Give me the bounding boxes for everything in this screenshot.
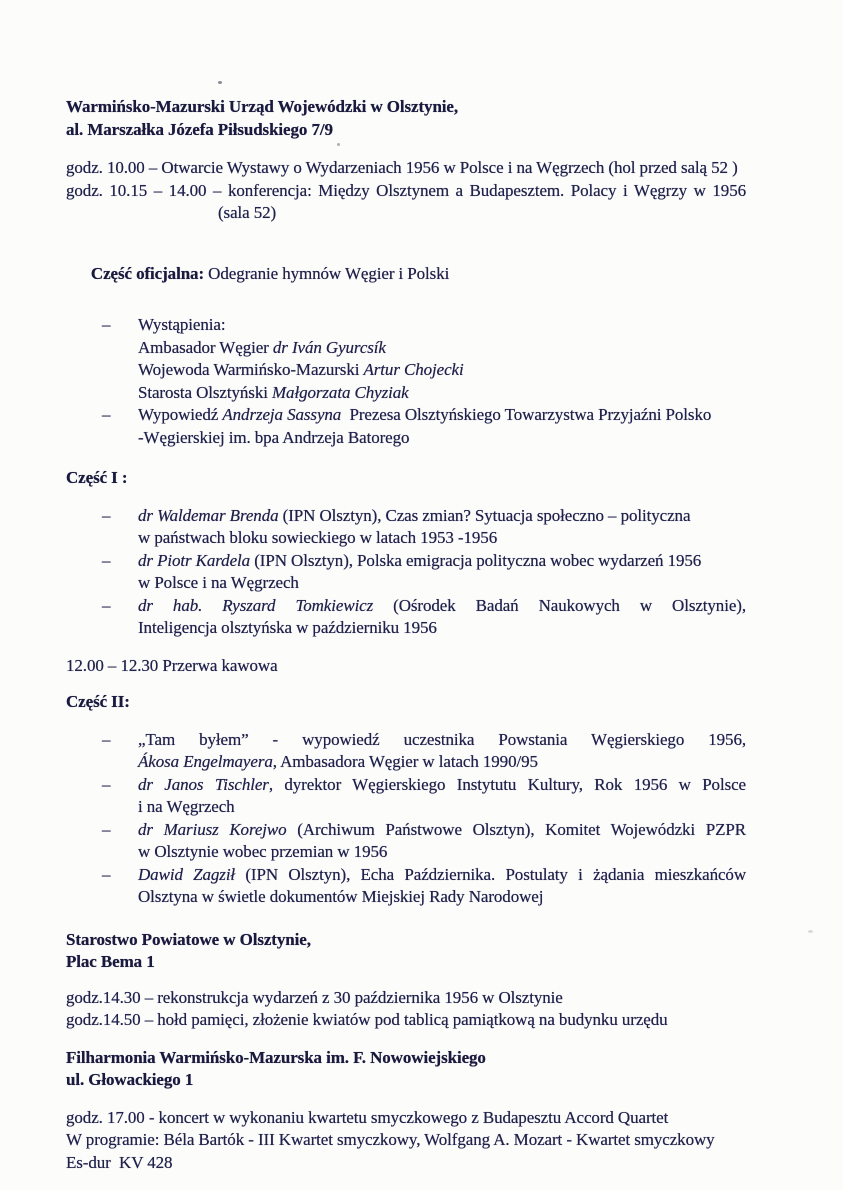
speaker-name: dr Waldemar Brenda — [138, 505, 279, 525]
talk-title: (Ośrodek Badań Naukowych w Olsztynie), — [373, 595, 746, 615]
official-part-line — [66, 241, 746, 309]
statement-pre: Wypowiedź — [138, 405, 223, 424]
bullet-dash: – — [102, 550, 111, 570]
list-item — [66, 864, 746, 909]
talk-line — [138, 774, 746, 797]
statement-line — [138, 404, 746, 427]
talk-title: , Ambasadora Węgier w latach 1990/95 — [272, 752, 538, 771]
venue2-heading — [66, 929, 746, 974]
schedule-line: godz. 10.15 – 14.00 – konferencja: Między Olsztynem a Budapesztem. Polacy i Węgrzy w 1956 — [66, 180, 746, 200]
bullet-dash: – — [102, 774, 111, 794]
talk-continuation: w Olsztynie wobec przemian w 1956 — [138, 842, 388, 861]
speaker-name: Dawid Zagził — [138, 864, 236, 884]
list-item — [66, 550, 746, 595]
venue1-schedule — [66, 157, 746, 225]
speaker-name: dr Iván Gyurcsík — [272, 337, 386, 357]
venue2-schedule — [66, 987, 746, 1032]
talk-continuation: w Polsce i na Węgrzech — [138, 573, 299, 592]
list-item-text — [138, 595, 746, 640]
statement-continuation: -Węgierskiej im. bpa Andrzeja Batorego — [138, 427, 410, 447]
scan-speck — [808, 930, 813, 933]
document-content — [66, 96, 746, 1174]
speaker-name: Andrzeja Sassyna — [222, 405, 342, 424]
speeches-label: Wystąpienia: — [138, 315, 226, 334]
official-part-list — [66, 314, 746, 449]
official-part-label: Część oficjalna: — [90, 264, 205, 283]
schedule-line: godz. 10.00 – Otwarcie Wystawy o Wydarzeniach 1956 w Polsce i na Węgrzech (hol przed salą 52 ) — [66, 158, 738, 177]
venue1-address: al. Marszałka Józefa Piłsudskiego 7/9 — [66, 119, 333, 139]
list-item-text — [138, 505, 746, 550]
list-item-text — [138, 864, 746, 909]
list-item — [66, 404, 746, 449]
venue2-name: Starostwo Powiatowe w Olsztynie, — [66, 929, 311, 949]
venue3-address: ul. Głowackiego 1 — [66, 1070, 194, 1089]
list-item — [66, 729, 746, 774]
venue2-address: Plac Bema 1 — [66, 952, 155, 971]
venue3-name: Filharmonia Warmińsko-Mazurska im. F. Nowowiejskiego — [66, 1047, 486, 1067]
talk-title: , dyrektor Węgierskiego Instytutu Kultury, Rok 1956 w Polsce — [268, 774, 746, 794]
bullet-dash: – — [102, 505, 111, 525]
venue1-heading — [66, 96, 746, 141]
schedule-line: W programie: Béla Bartók - III Kwartet smyczkowy, Wolfgang A. Mozart - Kwartet smyczkowy — [66, 1130, 715, 1149]
bullet-dash: – — [102, 405, 111, 424]
venue3-schedule — [66, 1107, 746, 1175]
schedule-line-room: (sala 52) — [218, 203, 277, 222]
speaker-name: Małgorzata Chyziak — [272, 382, 409, 402]
talk-title: (IPN Olsztyn), Czas zmian? Sytuacja społeczno – polityczna — [278, 505, 691, 525]
part2-title: Część II: — [66, 692, 130, 711]
schedule-line: godz.14.50 – hołd pamięci, złożenie kwiatów pod tablicą pamiątkową na budynku urzędu — [66, 1010, 668, 1029]
list-item-text — [138, 819, 746, 864]
venue1-name: Warmińsko-Mazurski Urząd Wojewódzki w Olsztynie, — [66, 97, 459, 116]
speaker-name: dr Piotr Kardela — [138, 550, 251, 570]
speaker-role: Ambasador Węgier — [138, 337, 273, 357]
speaker-name: dr hab. Ryszard Tomkiewicz — [138, 595, 374, 615]
speaker-role: Starosta Olsztyński — [138, 382, 272, 402]
list-item — [66, 774, 746, 819]
talk-line — [138, 505, 746, 528]
talk-continuation: Inteligencja olsztyńska w październiku 1956 — [138, 618, 437, 637]
official-part-text: Odegranie hymnów Węgier i Polski — [204, 264, 450, 283]
talk-continuation — [138, 751, 746, 774]
list-item-text — [138, 729, 746, 774]
talk-line: „Tam byłem” - wypowiedź uczestnika Powstania Węgierskiego 1956, — [138, 729, 746, 749]
bullet-dash: – — [102, 595, 111, 615]
list-item-text — [138, 774, 746, 819]
bullet-dash: – — [102, 864, 111, 884]
scan-speck — [218, 81, 222, 84]
list-item — [66, 595, 746, 640]
talk-title: (Archiwum Państwowe Olsztyn), Komitet Wojewódzki PZPR — [286, 819, 746, 839]
schedule-line: godz. 17.00 - koncert w wykonaniu kwartetu smyczkowego z Budapesztu Accord Quartet — [66, 1107, 669, 1127]
speaker-role: Wojewoda Warmińsko-Mazurski — [138, 360, 364, 379]
coffee-break-line: 12.00 – 12.30 Przerwa kawowa — [66, 655, 278, 675]
bullet-dash: – — [102, 729, 111, 749]
speaker-line — [138, 337, 746, 360]
talk-line — [138, 550, 746, 573]
talk-title: (IPN Olsztyn), Echa Października. Postulaty i żądania mieszkańców — [235, 864, 746, 884]
talk-line — [138, 595, 746, 618]
talk-title: (IPN Olsztyn), Polska emigracja polityczna wobec wydarzeń 1956 — [250, 550, 702, 570]
part1-title: Część I : — [66, 468, 128, 487]
part2-list — [66, 729, 746, 909]
talk-continuation: w państwach bloku sowieckiego w latach 1953 -1956 — [138, 528, 498, 547]
list-item — [66, 505, 746, 550]
bullet-dash: – — [102, 315, 111, 334]
list-item-text — [138, 404, 746, 449]
schedule-line: Es-dur KV 428 — [66, 1152, 173, 1172]
schedule-line: godz.14.30 – rekonstrukcja wydarzeń z 30 października 1956 w Olsztynie — [66, 987, 563, 1007]
list-item — [66, 314, 746, 404]
speaker-name: Ákosa Engelmayera — [138, 752, 273, 771]
speaker-line — [138, 382, 746, 405]
bullet-dash: – — [102, 819, 111, 839]
talk-continuation: i na Węgrzech — [138, 797, 235, 816]
speaker-line — [138, 359, 746, 382]
statement-post: Prezesa Olsztyńskiego Towarzystwa Przyjaźni Polsko — [341, 405, 712, 424]
speaker-name: Artur Chojecki — [363, 360, 464, 379]
venue3-heading — [66, 1047, 746, 1092]
speaker-name: dr Janos Tischler — [138, 774, 269, 794]
part1-list — [66, 505, 746, 640]
talk-line — [138, 819, 746, 842]
list-item — [66, 819, 746, 864]
speaker-name: dr Mariusz Korejwo — [138, 819, 287, 839]
list-item-text — [138, 314, 746, 404]
talk-line — [138, 864, 746, 887]
talk-continuation: Olsztyna w świetle dokumentów Miejskiej Rady Narodowej — [138, 887, 544, 906]
list-item-text — [138, 550, 746, 595]
